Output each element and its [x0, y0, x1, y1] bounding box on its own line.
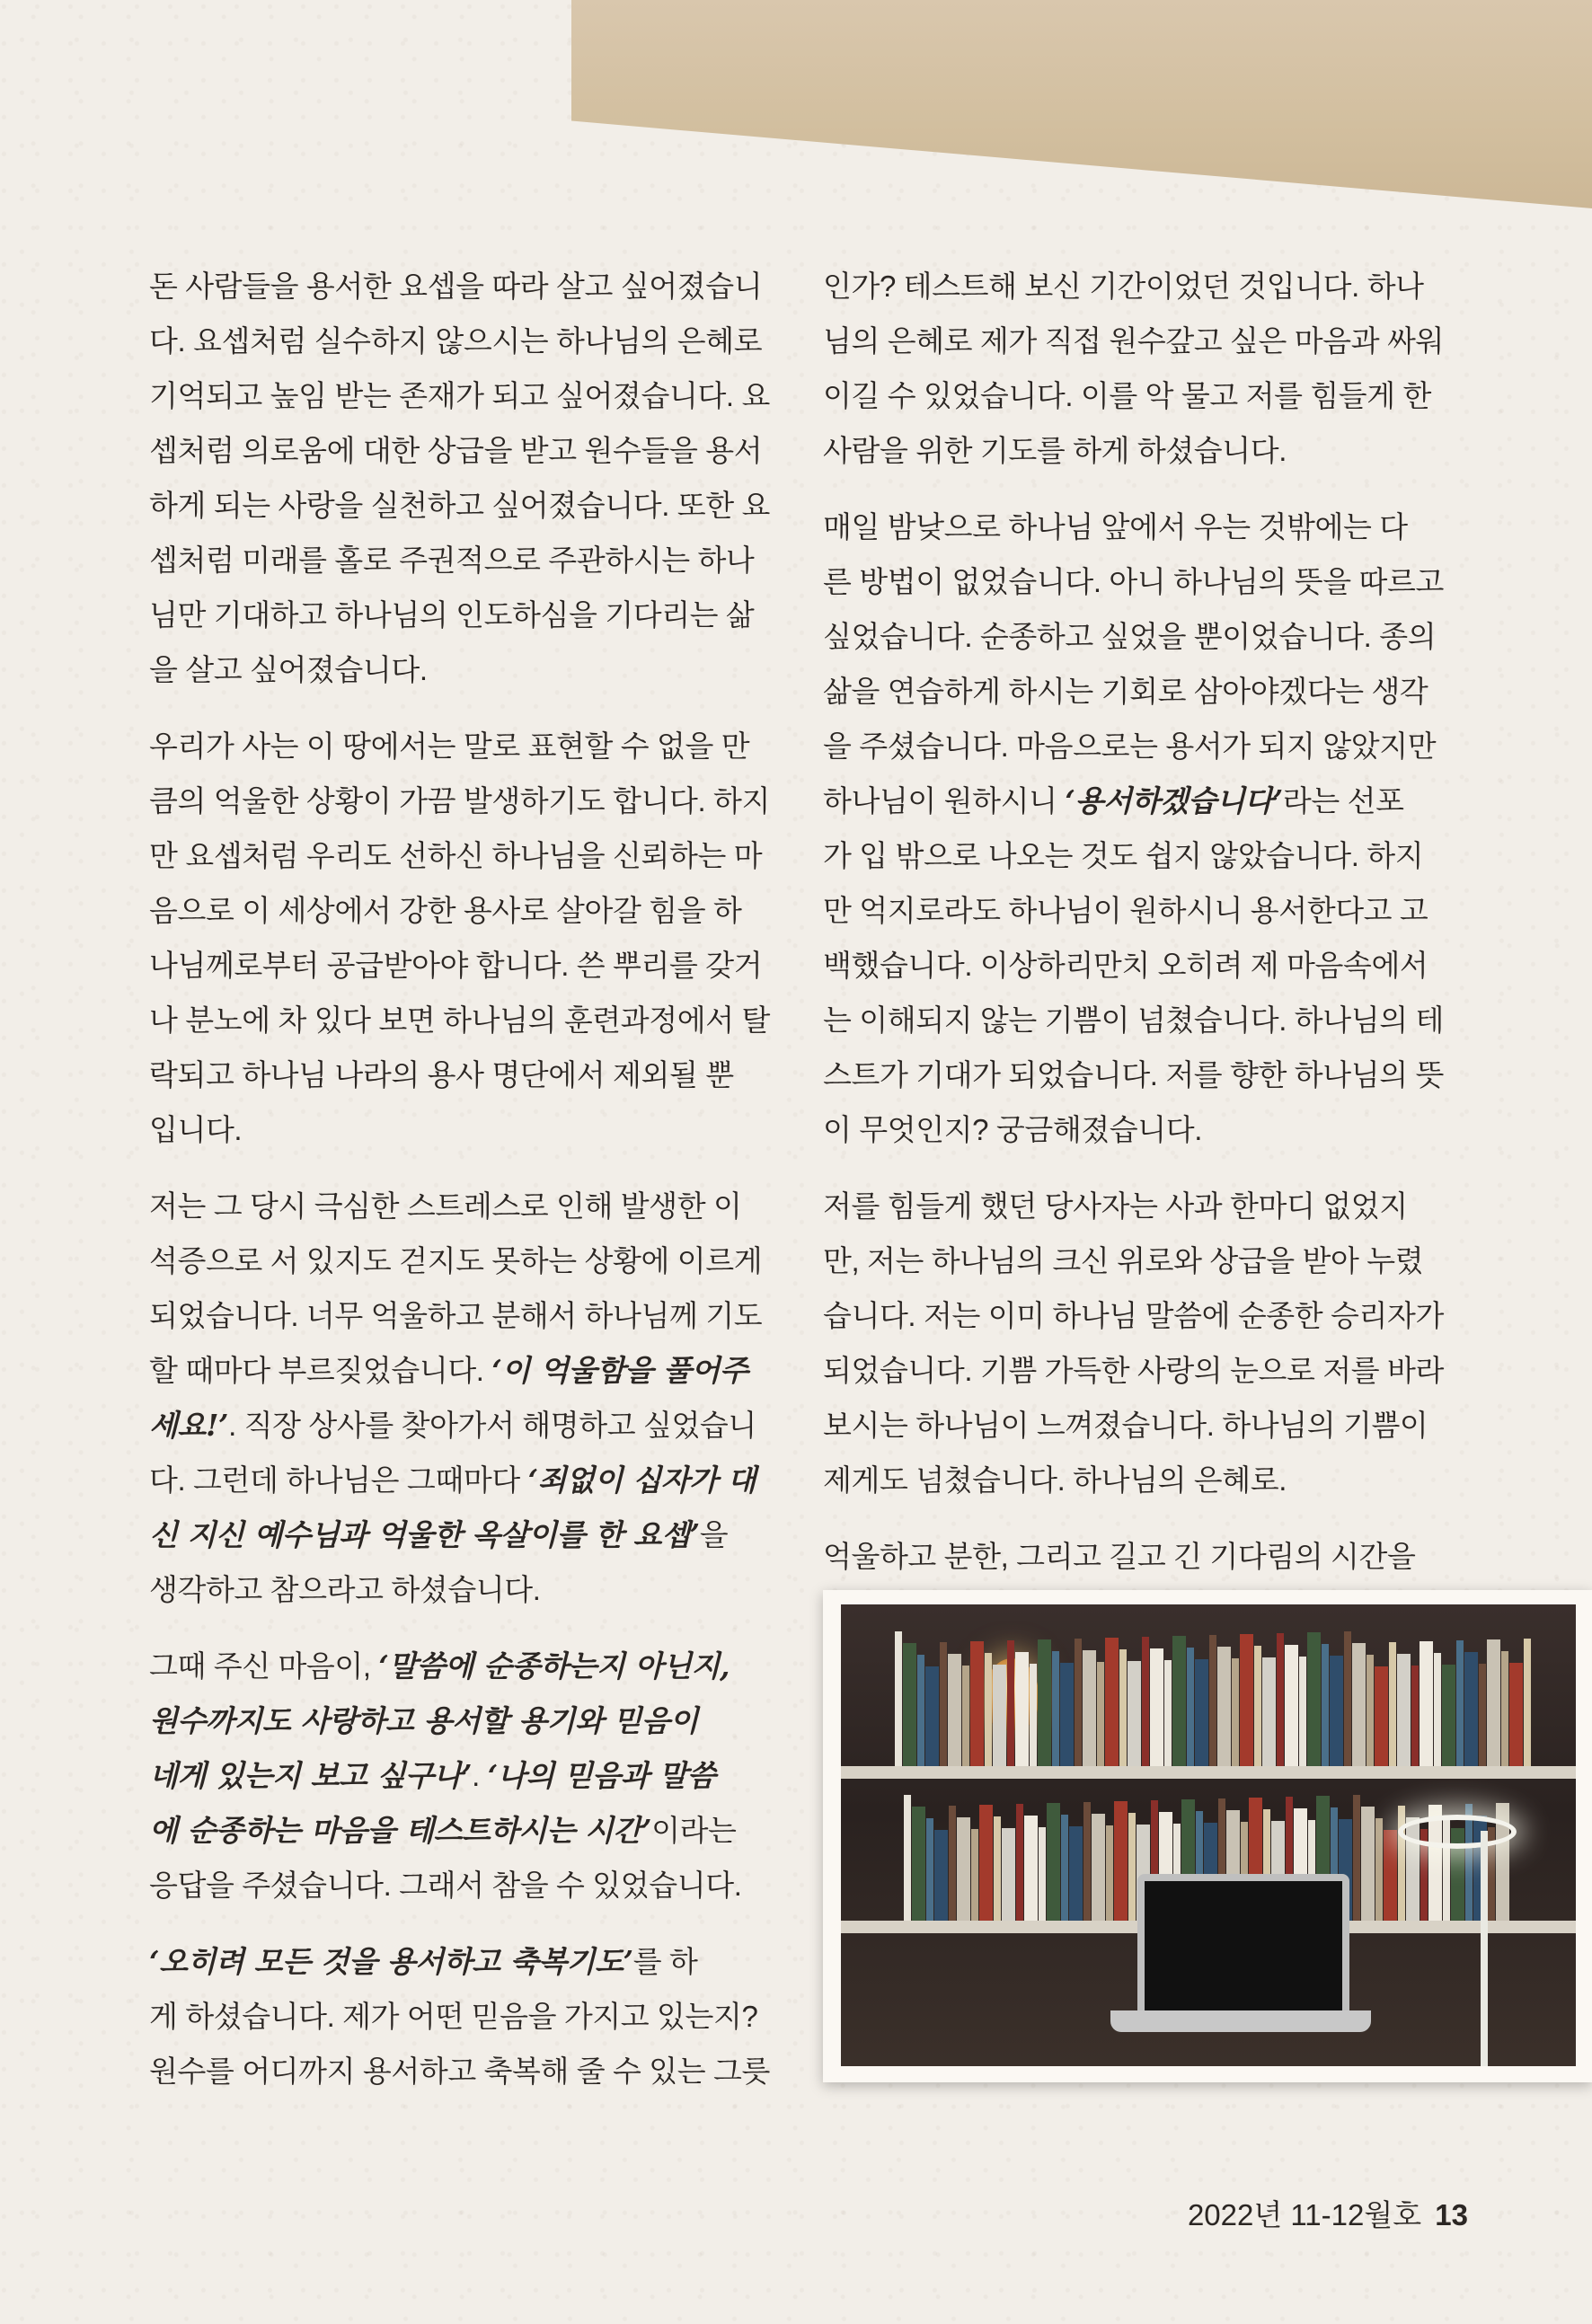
body-text: 우리가 사는 이 땅에서는 말로 표현할 수 없을 만 — [149, 729, 750, 763]
text-line — [149, 314, 773, 368]
text-line — [149, 773, 773, 828]
body-text: 님만 기대하고 하나님의 인도하심을 기다리는 삶 — [149, 598, 755, 632]
body-text: 저를 힘들게 했던 당사자는 사과 한마디 없었지 — [823, 1189, 1408, 1223]
book-spine — [1509, 1663, 1523, 1766]
book-spine — [1344, 1631, 1351, 1766]
body-text: 그때 주신 마음이, — [149, 1649, 379, 1683]
paragraph — [149, 259, 773, 697]
book-spine — [1420, 1641, 1433, 1766]
emphasis-text: 에 순종하는 마음을 테스트하시는 시간’ — [149, 1813, 652, 1848]
body-text: 저는 그 당시 극심한 스트레스로 인해 발생한 이 — [149, 1189, 742, 1223]
text-line — [149, 478, 773, 533]
text-line — [823, 1047, 1446, 1102]
book-spine — [1352, 1643, 1366, 1766]
body-text: 보시는 하나님이 느껴졌습니다. 하나님의 기쁨이 — [823, 1409, 1428, 1442]
book-spine — [912, 1807, 925, 1921]
text-line — [149, 642, 773, 697]
book-spine — [1128, 1661, 1141, 1766]
book-spine — [1106, 1825, 1113, 1921]
text-line — [149, 883, 773, 938]
book-spine — [1047, 1803, 1060, 1921]
body-text: 기억되고 높임 받는 존재가 되고 싶어졌습니다. 요 — [149, 379, 770, 412]
body-text: 석증으로 서 있지도 걷지도 못하는 상황에 이르게 — [149, 1244, 763, 1277]
text-line — [149, 1562, 773, 1617]
book-spine — [1164, 1660, 1172, 1766]
book-spine — [970, 1641, 984, 1766]
book-spine — [1007, 1640, 1014, 1766]
book-spine — [934, 1830, 948, 1921]
book-spine — [1105, 1638, 1119, 1766]
book-spine — [1397, 1654, 1411, 1766]
text-line — [823, 368, 1446, 423]
text-line — [149, 1639, 773, 1693]
paragraph — [823, 1529, 1446, 1584]
body-text: 음으로 이 세상에서 강한 용사로 살아갈 힘을 하 — [149, 894, 742, 927]
paragraph — [149, 1639, 773, 1913]
text-line — [823, 993, 1446, 1047]
text-line — [823, 1288, 1446, 1343]
text-line — [823, 609, 1446, 664]
book-spine — [1501, 1651, 1508, 1766]
text-line — [823, 423, 1446, 478]
body-text: 이길 수 있었습니다. 이를 악 물고 저를 힘들게 한 — [823, 379, 1431, 412]
text-line — [149, 828, 773, 883]
text-line — [149, 1453, 773, 1507]
book-spine — [1114, 1801, 1128, 1921]
bookshelf-photo-frame — [823, 1590, 1592, 2082]
book-spine — [1015, 1652, 1029, 1766]
text-line — [149, 1288, 773, 1343]
text-line — [149, 993, 773, 1047]
book-spine — [1456, 1640, 1464, 1766]
body-text: 되었습니다. 기쁨 가득한 사랑의 눈으로 저를 바라 — [823, 1354, 1444, 1387]
text-line — [823, 773, 1446, 828]
book-spine — [904, 1795, 911, 1921]
body-text: 게 하셨습니다. 제가 어떤 믿음을 가지고 있는지? — [149, 2000, 758, 2033]
book-spine — [1083, 1802, 1091, 1921]
right-text-column — [823, 259, 1446, 1584]
body-text: . — [472, 1759, 488, 1792]
book-spine — [926, 1818, 933, 1921]
text-line — [823, 1398, 1446, 1453]
text-line — [149, 1233, 773, 1288]
text-line — [149, 1047, 773, 1102]
book-spine — [1434, 1653, 1441, 1766]
body-text: 만 억지로라도 하나님이 원하시니 용서한다고 고 — [823, 894, 1428, 927]
book-spine — [1464, 1652, 1478, 1766]
book-spine — [1002, 1828, 1015, 1921]
book-spine — [940, 1642, 947, 1766]
text-line — [823, 719, 1446, 773]
left-text-column — [149, 259, 773, 2099]
laptop-screen-shape — [1137, 1874, 1349, 2023]
text-line — [149, 588, 773, 642]
top-shelf-books — [895, 1622, 1542, 1766]
emphasis-text: 네게 있는지 보고 싶구나’ — [149, 1758, 473, 1793]
emphasis-text: ‘나의 믿음과 말씀 — [487, 1758, 716, 1793]
book-spine — [1361, 1807, 1375, 1921]
book-spine — [1030, 1664, 1037, 1766]
text-line — [149, 1748, 773, 1803]
book-spine — [1389, 1642, 1396, 1766]
book-spine — [1083, 1650, 1096, 1766]
body-text: 할 때마다 부르짖었습니다. — [149, 1354, 492, 1387]
desk-lamp-ring-shape — [1398, 1815, 1517, 1849]
body-text: 락되고 하나님 나라의 용사 명단에서 제외될 뿐 — [149, 1058, 734, 1091]
text-line — [823, 259, 1446, 314]
body-text: 이 무엇인지? 궁금해졌습니다. — [823, 1113, 1202, 1146]
book-spine — [948, 1654, 961, 1766]
body-text: 셉처럼 의로움에 대한 상급을 받고 원수들을 용서 — [149, 434, 763, 467]
book-spine — [1119, 1649, 1127, 1766]
book-spine — [1024, 1816, 1038, 1921]
book-spine — [994, 1816, 1001, 1921]
book-spine — [1195, 1659, 1208, 1766]
book-spine — [1487, 1639, 1500, 1766]
body-text: 인가? 테스트해 보신 기간이었던 것입니다. 하나 — [823, 270, 1424, 303]
body-text: 싶었습니다. 순종하고 싶었을 뿐이었습니다. 종의 — [823, 620, 1437, 653]
book-spine — [1069, 1826, 1083, 1921]
book-spine — [1254, 1646, 1261, 1766]
text-line — [823, 1453, 1446, 1507]
paragraph — [149, 1934, 773, 2099]
text-line — [149, 1343, 773, 1398]
book-spine — [1375, 1818, 1383, 1921]
text-line — [823, 499, 1446, 554]
book-spine — [1411, 1666, 1419, 1766]
text-line — [823, 883, 1446, 938]
text-line — [823, 828, 1446, 883]
book-spine — [1262, 1657, 1276, 1766]
body-text: 나 분노에 차 있다 보면 하나님의 훈련과정에서 탈 — [149, 1003, 770, 1037]
book-spine — [895, 1631, 902, 1766]
text-line — [823, 314, 1446, 368]
book-spine — [957, 1817, 970, 1921]
book-spine — [1097, 1662, 1104, 1766]
emphasis-text: ‘용서하겠습니다’ — [1065, 783, 1283, 818]
paragraph — [823, 499, 1446, 1157]
book-spine — [1285, 1645, 1298, 1766]
text-line — [149, 719, 773, 773]
book-spine — [1092, 1814, 1105, 1921]
body-text: 을 살고 싶어졌습니다. — [149, 653, 428, 686]
paragraph — [149, 719, 773, 1157]
text-line — [149, 1693, 773, 1748]
torn-paper-decoration — [571, 0, 1592, 208]
book-spine — [1524, 1639, 1531, 1766]
body-text: 을 — [699, 1518, 729, 1551]
emphasis-text: 원수까지도 사랑하고 용서할 용기와 믿음이 — [149, 1703, 698, 1738]
text-line — [823, 554, 1446, 609]
book-spine — [971, 1829, 978, 1921]
emphasis-text: ‘이 억울함을 풀어주 — [491, 1353, 748, 1388]
body-text: 생각하고 참으라고 하셨습니다. — [149, 1573, 541, 1606]
text-line — [149, 1102, 773, 1157]
emphasis-text: ‘말씀에 순종하는지 아닌지, — [378, 1648, 730, 1683]
body-text: 다. 요셉처럼 실수하지 않으시는 하나님의 은혜로 — [149, 324, 763, 358]
body-text: 라는 선포 — [1282, 784, 1404, 817]
book-spine — [1330, 1656, 1343, 1766]
text-line — [149, 423, 773, 478]
paragraph — [823, 1179, 1446, 1507]
bookshelf-photo — [841, 1604, 1576, 2066]
book-spine — [1016, 1804, 1023, 1921]
text-line — [149, 1398, 773, 1453]
body-text: 이라는 — [651, 1814, 737, 1847]
body-text: 다. 그런데 하나님은 그때마다 — [149, 1463, 528, 1497]
text-line — [149, 1803, 773, 1858]
book-spine — [1384, 1830, 1397, 1921]
body-text: 스트가 기대가 되었습니다. 저를 향한 하나님의 뜻 — [823, 1058, 1444, 1091]
book-spine — [1209, 1635, 1216, 1766]
body-text: . 직장 상사를 찾아가서 해명하고 싶었습니 — [228, 1409, 756, 1442]
text-line — [823, 1343, 1446, 1398]
text-line — [149, 2044, 773, 2099]
emphasis-text: 세요!’ — [149, 1408, 229, 1443]
emphasis-text: ‘죄없이 십자가 대 — [527, 1462, 756, 1498]
paragraph — [823, 259, 1446, 478]
text-line — [823, 1529, 1446, 1584]
book-spine — [1052, 1651, 1059, 1766]
text-line — [149, 1934, 773, 1989]
text-line — [149, 533, 773, 588]
emphasis-text: 신 지신 예수님과 억울한 옥살이를 한 요셉’ — [149, 1517, 700, 1552]
book-spine — [1187, 1648, 1194, 1766]
book-spine — [962, 1666, 969, 1766]
book-spine — [925, 1666, 939, 1766]
body-text: 되었습니다. 너무 억울하고 분해서 하나님께 기도 — [149, 1299, 763, 1332]
body-text: 하게 되는 사랑을 실천하고 싶어졌습니다. 또한 요 — [149, 489, 770, 522]
book-spine — [1217, 1647, 1231, 1766]
body-text: 하나님이 원하시니 — [823, 784, 1066, 817]
book-spine — [1150, 1648, 1163, 1766]
text-line — [149, 1858, 773, 1913]
text-line — [149, 1507, 773, 1562]
book-spine — [949, 1806, 956, 1921]
body-text: 를 하 — [632, 1945, 698, 1978]
book-spine — [1061, 1815, 1068, 1921]
book-spine — [1322, 1644, 1329, 1766]
book-spine — [1240, 1634, 1253, 1766]
body-text: 돈 사람들을 용서한 요셉을 따라 살고 싶어졌습니 — [149, 270, 763, 303]
book-spine — [917, 1655, 924, 1766]
body-text: 는 이해되지 않는 기쁨이 넘쳤습니다. 하나님의 테 — [823, 1003, 1444, 1037]
text-line — [149, 368, 773, 423]
body-text: 님의 은혜로 제가 직접 원수갚고 싶은 마음과 싸워 — [823, 324, 1444, 358]
book-spine — [1366, 1655, 1374, 1766]
text-line — [823, 1179, 1446, 1233]
text-line — [823, 664, 1446, 719]
body-text: 셉처럼 미래를 홀로 주권적으로 주관하시는 하나 — [149, 543, 755, 577]
laptop-base-shape — [1110, 2010, 1371, 2032]
text-line — [823, 1233, 1446, 1288]
body-text: 습니다. 저는 이미 하나님 말씀에 순종한 승리자가 — [823, 1299, 1444, 1332]
book-spine — [1299, 1657, 1306, 1766]
book-spine — [1353, 1795, 1360, 1921]
body-text: 입니다. — [149, 1113, 243, 1146]
body-text: 매일 밤낮으로 하나님 앞에서 우는 것밖에는 다 — [823, 510, 1408, 543]
body-text: 제게도 넘쳤습니다. 하나님의 은혜로. — [823, 1463, 1287, 1497]
book-spine — [1442, 1665, 1455, 1766]
text-line — [149, 259, 773, 314]
book-spine — [1479, 1664, 1486, 1766]
book-spine — [1060, 1663, 1074, 1766]
text-line — [823, 938, 1446, 993]
book-spine — [903, 1643, 916, 1766]
page-footer — [1188, 2192, 1468, 2234]
body-text: 원수를 어디까지 용서하고 축복해 줄 수 있는 그릇 — [149, 2054, 770, 2088]
emphasis-text: ‘오히려 모든 것을 용서하고 축복기도’ — [149, 1944, 633, 1979]
book-spine — [979, 1805, 993, 1921]
body-text: 백했습니다. 이상하리만치 오히려 제 마음속에서 — [823, 949, 1428, 982]
body-text: 만, 저는 하나님의 크신 위로와 상급을 받아 누렸 — [823, 1244, 1424, 1277]
book-spine — [1375, 1666, 1388, 1766]
body-text: 나님께로부터 공급받아야 합니다. 쓴 뿌리를 갖거 — [149, 949, 763, 982]
book-spine — [1307, 1632, 1321, 1766]
body-text: 만 요셉처럼 우리도 선하신 하나님을 신뢰하는 마 — [149, 839, 763, 872]
book-spine — [1142, 1637, 1149, 1766]
book-spine — [1277, 1633, 1284, 1766]
book-spine — [1172, 1636, 1186, 1766]
book-spine — [1038, 1639, 1051, 1766]
text-line — [823, 1102, 1446, 1157]
body-text: 큼의 억울한 상황이 가끔 발생하기도 합니다. 하지 — [149, 784, 770, 817]
book-spine — [985, 1653, 992, 1766]
text-line — [149, 1179, 773, 1233]
book-spine — [1039, 1827, 1046, 1921]
body-text: 억울하고 분한, 그리고 길고 긴 기다림의 시간을 — [823, 1540, 1416, 1573]
body-text: 가 입 밖으로 나오는 것도 쉽지 않았습니다. 하지 — [823, 839, 1424, 872]
body-text: 을 주셨습니다. 마음으로는 용서가 되지 않았지만 — [823, 729, 1437, 763]
book-spine — [1128, 1813, 1136, 1921]
body-text: 응답을 주셨습니다. 그래서 참을 수 있었습니다. — [149, 1869, 742, 1902]
text-line — [149, 1989, 773, 2044]
body-text: 른 방법이 없었습니다. 아니 하나님의 뜻을 따르고 — [823, 565, 1444, 598]
page-number: 13 — [1435, 2198, 1468, 2231]
book-spine — [1232, 1658, 1239, 1766]
desk-lamp-pole-shape — [1481, 1831, 1488, 2066]
issue-label: 2022년 11-12월호 — [1187, 2198, 1422, 2231]
body-text: 사람을 위한 기도를 하게 하셨습니다. — [823, 434, 1287, 467]
book-spine — [1075, 1639, 1082, 1766]
paragraph — [149, 1179, 773, 1617]
book-spine — [993, 1665, 1006, 1766]
body-text: 삶을 연습하게 하시는 기회로 삼아야겠다는 생각 — [823, 675, 1428, 708]
photo-shelf — [841, 1766, 1576, 1779]
text-line — [149, 938, 773, 993]
